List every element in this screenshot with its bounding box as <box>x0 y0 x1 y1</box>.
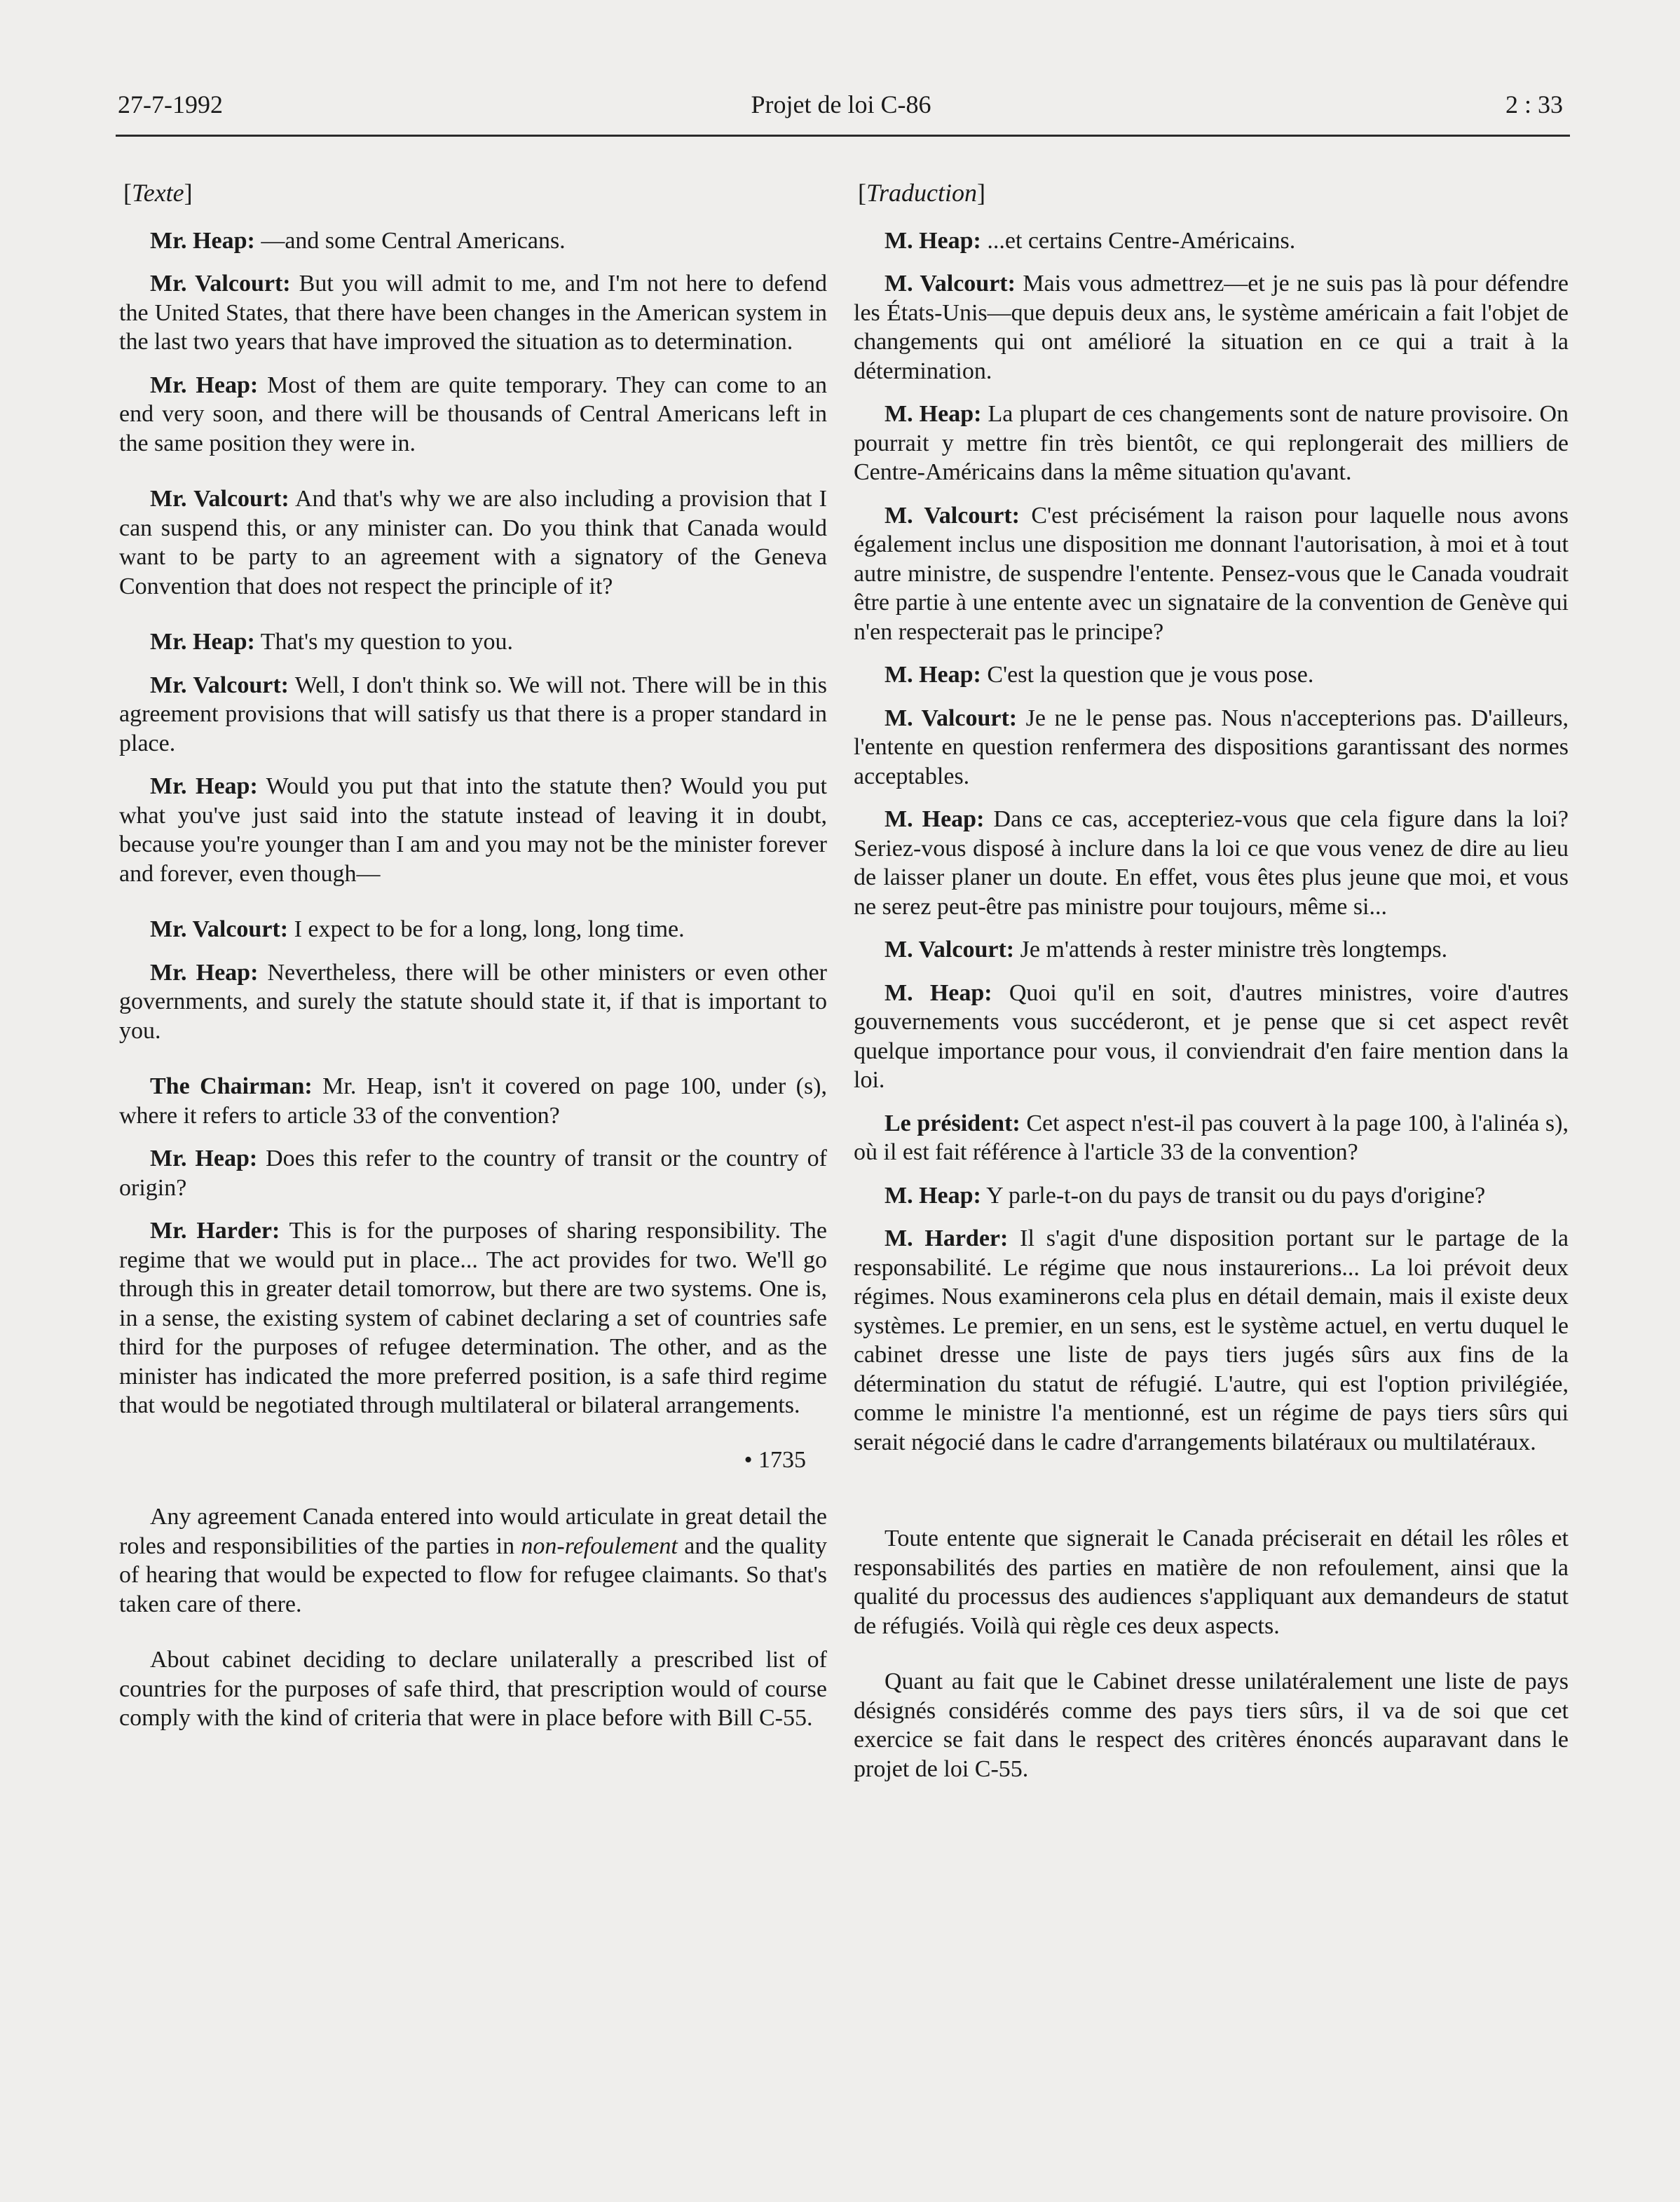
speech: Y parle-t-on du pays de transit ou du pays d'origine? <box>981 1182 1486 1209</box>
speech: ...et certains Centre-Américains. <box>981 227 1296 254</box>
paragraph: Toute entente que signerait le Canada préciserait en détail les rôles et responsabilités des parties en matière de non refoulement, ainsi que la qualité du processus des audiences s'appliquant aux demandeurs de statut de réfugiés. Voilà qui règle ces deux aspects. <box>854 1525 1569 1639</box>
header-rule <box>116 135 1570 137</box>
paragraph <box>119 671 827 759</box>
header-date: 27-7-1992 <box>118 90 223 118</box>
speaker: M. Valcourt: <box>885 937 1015 963</box>
paragraph <box>854 805 1569 921</box>
speech: I expect to be for a long, long, long time. <box>288 916 685 942</box>
speaker: Mr. Heap: <box>150 629 255 655</box>
speech: and the quality of hearing that would be expected to flow for refugee claimants. So that's taken care of there. <box>119 1532 827 1617</box>
speaker: M. Heap: <box>885 1182 981 1209</box>
header-title: Projet de loi C-86 <box>751 90 931 118</box>
paragraph <box>854 226 1569 256</box>
speaker: M. Heap: <box>885 401 982 427</box>
speech: Je ne le pense pas. Nous n'accepterions pas. D'ailleurs, l'entente en question renfermera des dispositions garantissant des normes acceptables. <box>854 705 1569 789</box>
page-header <box>112 90 1570 136</box>
paragraph <box>854 1181 1569 1211</box>
speech: Je m'attends à rester ministre très longtemps. <box>1014 937 1448 963</box>
paragraph <box>854 935 1569 965</box>
paragraph <box>854 501 1569 647</box>
speech: And that's why we are also including a provision that I can suspend this, or any minister can. Do you think that Canada would want to be party to an agreement with a signatory of the Geneva Convention that does not respect the principle of it? <box>119 486 827 599</box>
english-column <box>119 179 827 1747</box>
paragraph <box>119 371 827 458</box>
paragraph <box>854 269 1569 386</box>
time-marker: • 1735 <box>744 1446 806 1473</box>
speaker: Mr. Heap: <box>150 959 259 986</box>
speech: Most of them are quite temporary. They can come to an end very soon, and there will be thousands of Central Americans left in the same position they were in. <box>119 372 827 456</box>
speaker: Mr. Harder: <box>150 1218 280 1244</box>
speech: Dans ce cas, accepteriez-vous que cela figure dans la loi? Seriez-vous disposé à inclure dans la loi ce que vous venez de dire au lieu de laisser planer un doute. En effet, vous êtes plus jeune que moi, et vous ne serez peut-être pas ministre pour toujours, même si... <box>854 806 1569 920</box>
speaker: Mr. Heap: <box>150 372 259 398</box>
speaker: The Chairman: <box>150 1073 313 1099</box>
header-page-number: 2 : 33 <box>1505 90 1563 118</box>
speaker: Mr. Heap: <box>150 227 255 254</box>
speech: Well, I don't think so. We will not. There will be in this agreement provisions that will satisfy us that there is a proper standard in place. <box>119 672 828 756</box>
speech: Il s'agit d'une disposition portant sur le partage de la responsabilité. Le régime que nous instaurerions... La loi prévoit deux régimes. Nous examinerons cela plus en détail demain, mais il existe deux systèmes. Le premier, en un sens, est le système actuel, en vertu duquel le cabinet dresse une liste de pays tiers jugés sûrs aux fins de la détermination du statut de réfugié. L'autre, qui est l'option privilégiée, comme le ministre l'a mentionné, est un régime de pays tiers sûrs qui serait négocié dans le cadre d'arrangements bilatéraux ou multilatéraux. <box>854 1225 1569 1455</box>
paragraph <box>119 1645 827 1733</box>
emphasis: non-refoulement <box>521 1532 678 1559</box>
speech: Cet aspect n'est-il pas couvert à la page 100, à l'alinéa s), où il est fait référence à l'article 33 de la convention? <box>854 1110 1569 1165</box>
speech: Any agreement Canada entered into would articulate in great detail the roles and responsibilities of the parties in <box>119 1504 827 1559</box>
paragraph <box>119 1502 827 1619</box>
speaker: M. Heap: <box>885 227 981 254</box>
speech: C'est la question que je vous pose. <box>981 662 1314 688</box>
paragraph <box>119 226 827 256</box>
paragraph <box>854 400 1569 487</box>
paragraph <box>854 660 1569 690</box>
speaker: M. Valcourt: <box>885 271 1016 297</box>
paragraph <box>854 704 1569 791</box>
speaker: M. Valcourt: <box>885 705 1018 731</box>
speech: Mais vous admettrez—et je ne suis pas là pour défendre les États-Unis—que depuis deux ans, le système américain a fait l'objet de changements qui ont amélioré la situation en ce qui a trait à la détermination. <box>854 271 1569 384</box>
speaker: M. Valcourt: <box>885 502 1020 529</box>
paragraph <box>119 958 827 1046</box>
paragraph: Quant au fait que le Cabinet dresse unilatéralement une liste de pays désignés considérés comme des pays tiers sûrs, il va de soi que cet exercice se fait dans le respect des critères énoncés auparavant dans le projet de loi C-55. <box>854 1669 1569 1782</box>
paragraph <box>119 1216 827 1420</box>
speaker: Mr. Valcourt: <box>150 486 289 512</box>
speech: Nevertheless, there will be other ministers or even other governments, and surely the statute should state it, if that is important to you. <box>119 959 827 1044</box>
speech: Mr. Heap, isn't it covered on page 100, under (s), where it refers to article 33 of the convention? <box>119 1073 827 1129</box>
speech: But you will admit to me, and I'm not here to defend the United States, that there have been changes in the American system in the last two years that have improved the situation as to determination. <box>119 271 827 355</box>
paragraph <box>119 772 827 888</box>
paragraph <box>119 1144 827 1202</box>
speech: —and some Central Americans. <box>254 227 566 254</box>
paragraph <box>119 269 827 357</box>
paragraph <box>119 915 827 944</box>
paragraph <box>119 627 827 657</box>
speech: Would you put that into the statute then? Would you put what you've just said into the statute instead of leaving it in doubt, because you're younger than I am and you may not be the minister forever and forever, even though— <box>119 773 827 887</box>
speech: This is for the purposes of sharing responsibility. The regime that we would put in place... The act provides for two. We'll go through this in greater detail tomorrow, but there are two systems. One is, in a sense, the existing system of cabinet declaring a set of countries safe third for the purposes of refugee determination. The other, and as the minister has indicated the more preferred position, is a safe third regime that would be negotiated through multilateral or bilateral arrangements. <box>119 1218 827 1418</box>
speaker: M. Heap: <box>885 979 992 1006</box>
speech: Quoi qu'il en soit, d'autres ministres, voire d'autres gouvernements vous succéderont, et je pense que si cet aspect revêt quelque importance pour vous, il conviendrait d'en faire mention dans la loi. <box>854 979 1569 1093</box>
speaker: M. Harder: <box>885 1225 1009 1251</box>
paragraph <box>854 1109 1569 1167</box>
paragraph <box>119 484 827 601</box>
paragraph <box>119 1072 827 1130</box>
speech: C'est précisément la raison pour laquelle nous avons également inclus une disposition me donnant l'autorisation, à moi et à tout autre ministre, de suspendre l'entente. Pensez-vous que le Canada voudrait être partie à une entente avec un signataire de la convention de Genève qui n'en respecterait pas le principe? <box>854 502 1569 645</box>
speech: La plupart de ces changements sont de nature provisoire. On pourrait y mettre fin très bientôt, ce qui replongerait des milliers de Centre-Américains dans la même situation qu'avant. <box>854 401 1569 485</box>
french-column <box>854 179 1569 1797</box>
speech: That's my question to you. <box>254 629 513 655</box>
speaker: Mr. Valcourt: <box>150 672 289 698</box>
speaker: Le président: <box>885 1110 1020 1136</box>
speaker: M. Heap: <box>885 806 985 832</box>
speech: Does this refer to the country of transit or the country of origin? <box>119 1146 827 1201</box>
column-tag-texte: [Texte] <box>123 179 193 207</box>
speaker: Mr. Heap: <box>150 773 258 799</box>
column-tag-traduction: [Traduction] <box>858 179 986 207</box>
paragraph <box>854 979 1569 1095</box>
paragraph <box>854 1224 1569 1457</box>
speaker: M. Heap: <box>885 662 981 688</box>
speaker: Mr. Heap: <box>150 1146 258 1171</box>
spacer <box>854 1471 1569 1524</box>
speaker: Mr. Valcourt: <box>150 271 291 297</box>
speech: About cabinet deciding to declare unilaterally a prescribed list of countries for the purposes of safe third, that prescription would of course comply with the kind of criteria that were in place before with Bill C-55. <box>119 1647 827 1731</box>
speaker: Mr. Valcourt: <box>150 916 289 942</box>
